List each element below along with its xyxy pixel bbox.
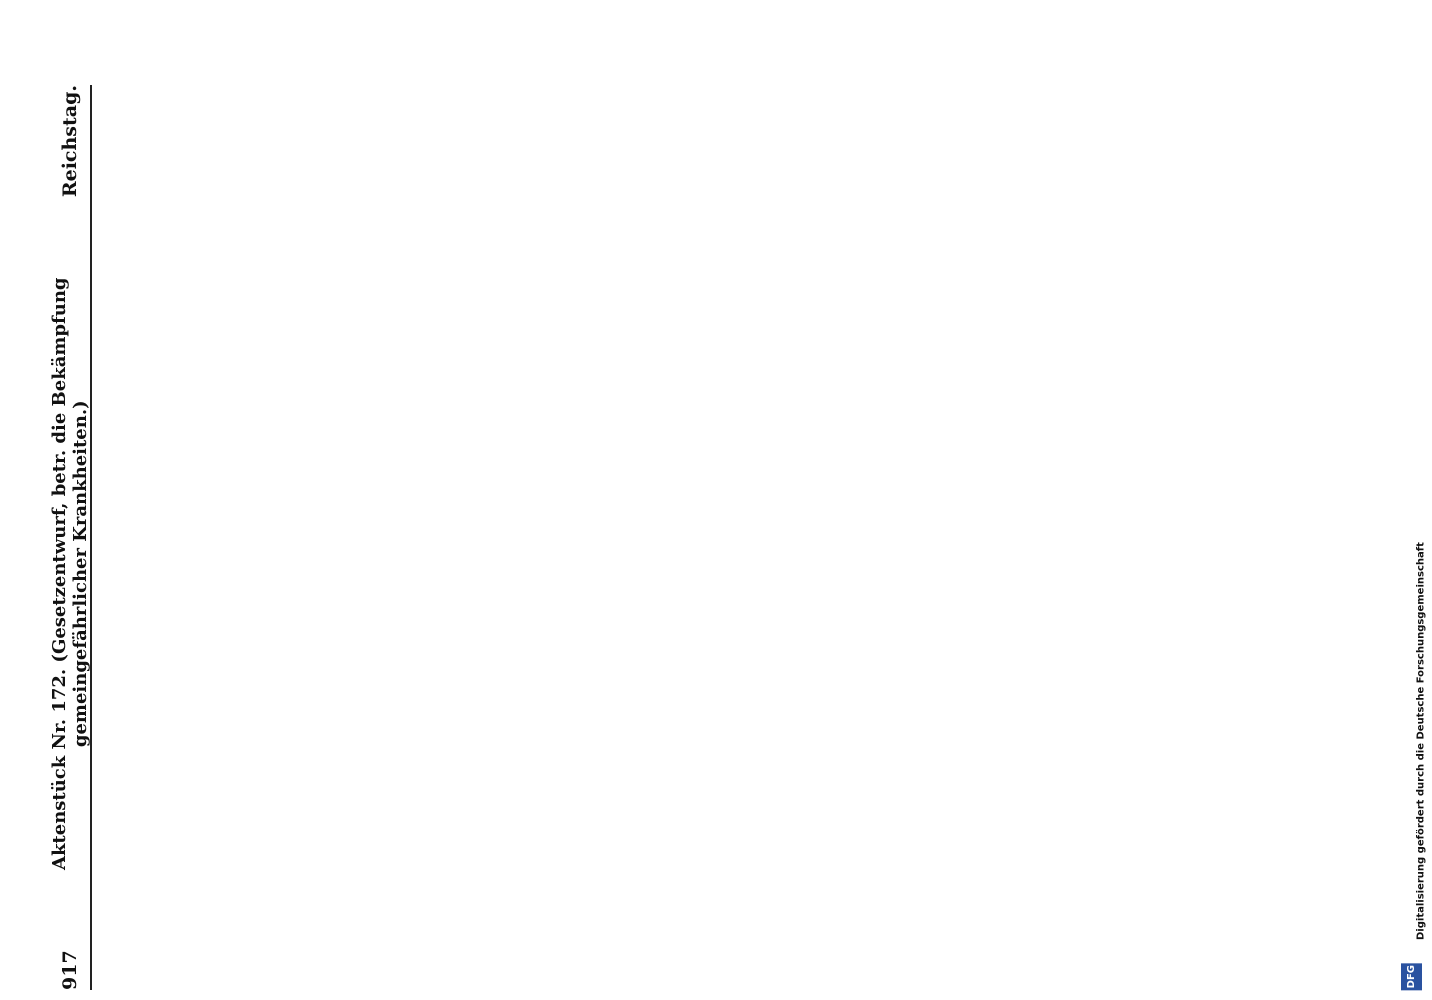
dfg-logo: DFG (1401, 963, 1422, 990)
digitization-note: Digitalisierung gefördert durch die Deutsche Forschungsgemeinschaft (1415, 542, 1427, 940)
page-header (50, 85, 92, 990)
header-left: 917 (59, 950, 81, 990)
header-title: Aktenstück Nr. 172. (Gesetzentwurf, betr. die Bekämpfung gemeingefährlicher Krankheiten.) (49, 277, 91, 871)
header-right: Reichstag. (59, 85, 81, 198)
